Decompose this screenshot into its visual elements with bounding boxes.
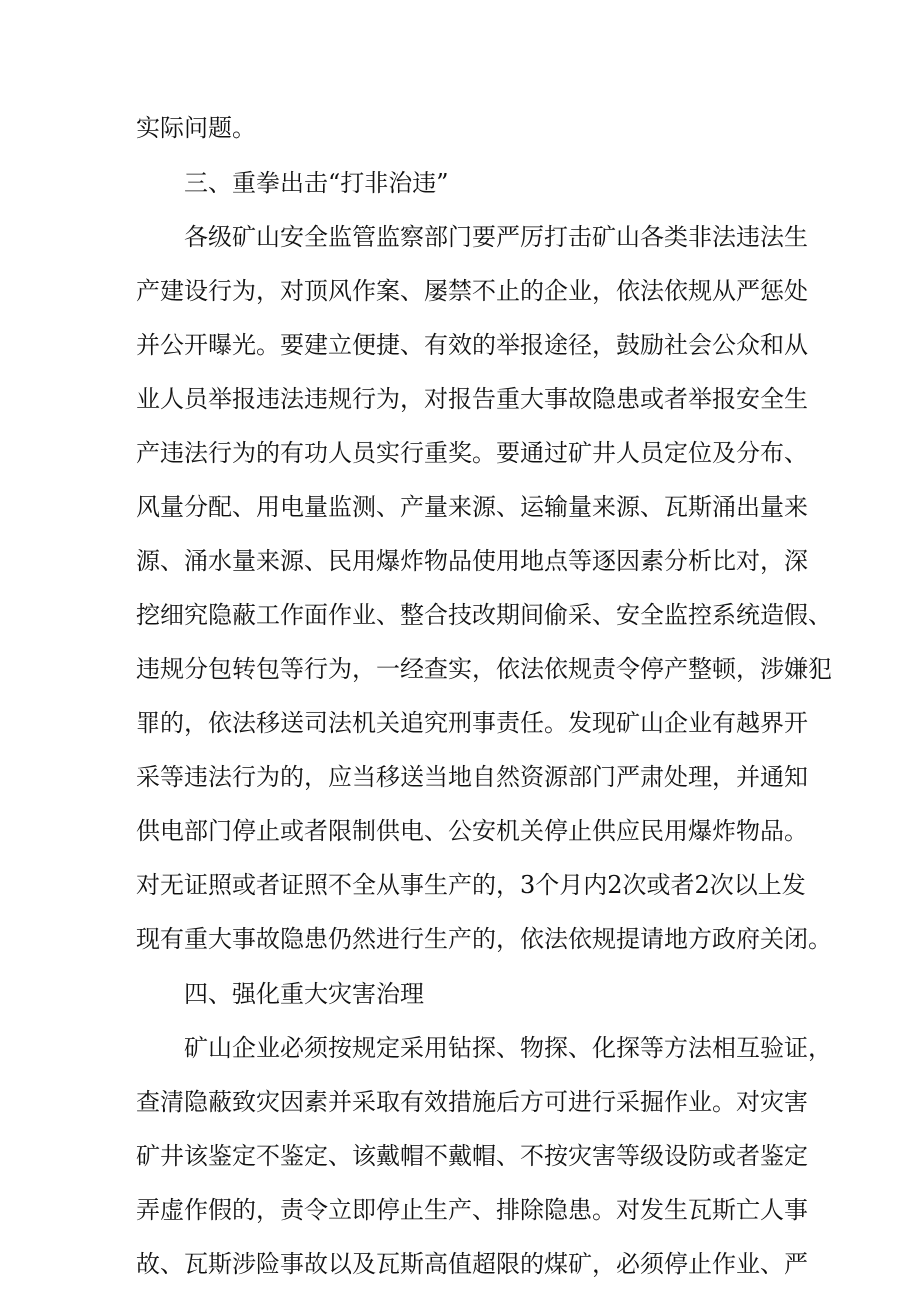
paragraph-line: 业人员举报违法违规行为，对报告重大事故隐患或者举报安全生: [136, 385, 808, 413]
paragraph-line: 产建设行为，对顶风作案、屡禁不止的企业，依法依规从严惩处: [136, 277, 808, 305]
paragraph-line: 风量分配、用电量监测、产量来源、运输量来源、瓦斯涌出量来: [136, 493, 808, 521]
paragraph-line: 矿井该鉴定不鉴定、该戴帽不戴帽、不按灾害等级设防或者鉴定: [136, 1142, 808, 1170]
paragraph-line: 供电部门停止或者限制供电、公安机关停止供应民用爆炸物品。: [136, 817, 808, 845]
paragraph-line: 现有重大事故隐患仍然进行生产的，依法依规提请地方政府关闭。: [136, 925, 832, 953]
section-heading: 三、重拳出击“打非治违”: [184, 169, 449, 197]
paragraph-line: 并公开曝光。要建立便捷、有效的举报途径，鼓励社会公众和从: [136, 331, 808, 359]
paragraph-line: 各级矿山安全监管监察部门要严厉打击矿山各类非法违法生: [184, 223, 808, 251]
paragraph-line: 产违法行为的有功人员实行重奖。要通过矿井人员定位及分布、: [136, 439, 808, 467]
paragraph-line: 矿山企业必须按规定采用钻探、物探、化探等方法相互验证，: [184, 1034, 832, 1062]
section-heading: 四、强化重大灾害治理: [184, 980, 424, 1008]
paragraph-line: 对无证照或者证照不全从事生产的，3个月内2次或者2次以上发: [136, 871, 806, 899]
paragraph-line: 实际问题。: [136, 114, 256, 142]
paragraph-line: 查清隐蔽致灾因素并采取有效措施后方可进行采掘作业。对灾害: [136, 1088, 808, 1116]
paragraph-line: 源、涌水量来源、民用爆炸物品使用地点等逐因素分析比对，深: [136, 547, 808, 575]
paragraph-line: 故、瓦斯涉险事故以及瓦斯高值超限的煤矿，必须停止作业、严: [136, 1250, 808, 1278]
paragraph-line: 罪的，依法移送司法机关追究刑事责任。发现矿山企业有越界开: [136, 709, 808, 737]
paragraph-line: 采等违法行为的，应当移送当地自然资源部门严肃处理，并通知: [136, 763, 808, 791]
paragraph-line: 挖细究隐蔽工作面作业、整合技改期间偷采、安全监控系统造假、: [136, 601, 832, 629]
paragraph-line: 弄虚作假的，责令立即停止生产、排除隐患。对发生瓦斯亡人事: [136, 1196, 808, 1224]
paragraph-line: 违规分包转包等行为，一经查实，依法依规责令停产整顿，涉嫌犯: [136, 655, 832, 683]
